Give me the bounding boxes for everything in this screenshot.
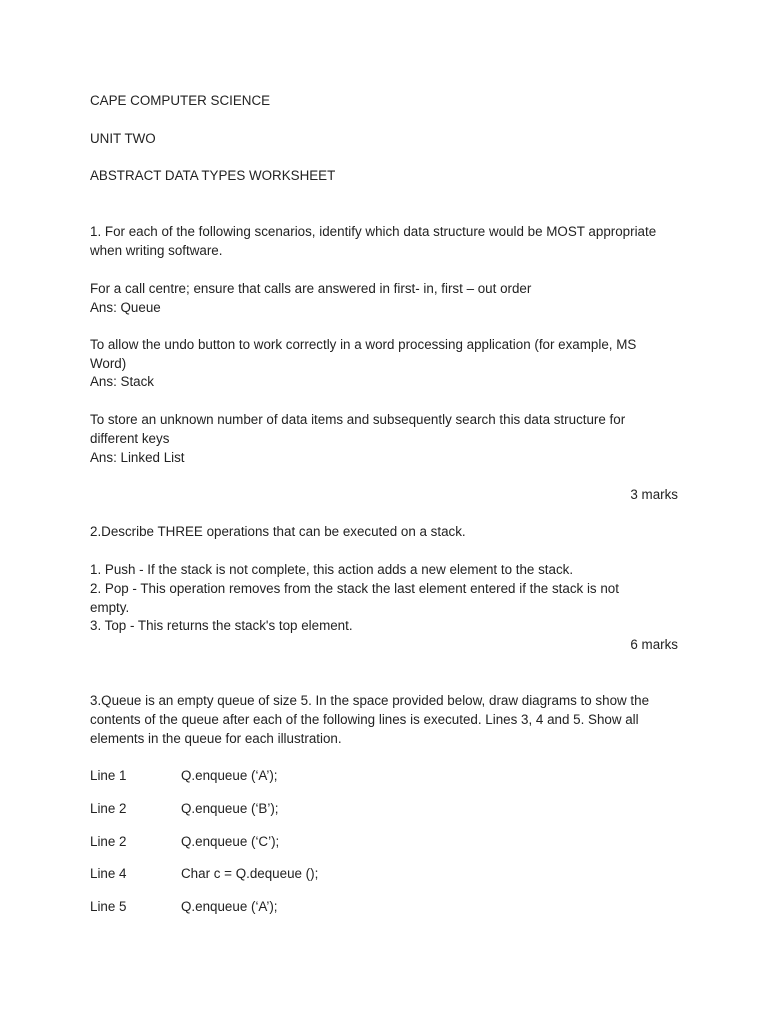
q3-prompt-line3: elements in the queue for each illustration. bbox=[90, 731, 342, 746]
q3-line-code: Char c = Q.dequeue (); bbox=[181, 866, 319, 881]
q3-line-label: Line 1 bbox=[90, 768, 127, 783]
q3-line-label: Line 5 bbox=[90, 899, 127, 914]
course-title: CAPE COMPUTER SCIENCE bbox=[90, 93, 271, 108]
q1-scenario2-answer: Ans: Stack bbox=[90, 374, 155, 389]
q3-line-label: Line 4 bbox=[90, 866, 127, 881]
q2-op2-line2: empty. bbox=[90, 600, 130, 615]
worksheet-title: ABSTRACT DATA TYPES WORKSHEET bbox=[90, 168, 336, 183]
q1-scenario3-line2: different keys bbox=[90, 431, 170, 446]
q1-scenario1-answer: Ans: Queue bbox=[90, 300, 161, 315]
q1-scenario2-line2: Word) bbox=[90, 356, 127, 371]
q1-marks: 3 marks bbox=[630, 487, 678, 502]
q3-line-label: Line 2 bbox=[90, 834, 127, 849]
q1-prompt-line2: when writing software. bbox=[90, 243, 223, 258]
q2-op2-line1: 2. Pop - This operation removes from the stack the last element entered if the stack is not bbox=[90, 581, 619, 596]
unit-title: UNIT TWO bbox=[90, 131, 156, 146]
q3-line-label: Line 2 bbox=[90, 801, 127, 816]
q1-prompt-line1: 1. For each of the following scenarios, identify which data structure would be MOST appropriate bbox=[90, 224, 657, 239]
q2-op1: 1. Push - If the stack is not complete, this action adds a new element to the stack. bbox=[90, 562, 574, 577]
q3-line-code: Q.enqueue (‘A’); bbox=[181, 899, 278, 914]
q2-op3: 3. Top - This returns the stack's top element. bbox=[90, 618, 353, 633]
q2-marks: 6 marks bbox=[630, 637, 678, 652]
q3-prompt-line2: contents of the queue after each of the following lines is executed. Lines 3, 4 and 5. Show all bbox=[90, 712, 639, 727]
q1-scenario3-answer: Ans: Linked List bbox=[90, 450, 185, 465]
q1-scenario1: For a call centre; ensure that calls are answered in first- in, first – out order bbox=[90, 281, 532, 296]
q2-prompt: 2.Describe THREE operations that can be executed on a stack. bbox=[90, 524, 466, 539]
q3-line-code: Q.enqueue (‘C’); bbox=[181, 834, 280, 849]
q3-line-code: Q.enqueue (‘B’); bbox=[181, 801, 279, 816]
q3-prompt-line1: 3.Queue is an empty queue of size 5. In the space provided below, draw diagrams to show the bbox=[90, 693, 650, 708]
q1-scenario2-line1: To allow the undo button to work correctly in a word processing application (for example, MS bbox=[90, 337, 637, 352]
q3-line-code: Q.enqueue (‘A’); bbox=[181, 768, 278, 783]
q1-scenario3-line1: To store an unknown number of data items and subsequently search this data structure for bbox=[90, 412, 626, 427]
